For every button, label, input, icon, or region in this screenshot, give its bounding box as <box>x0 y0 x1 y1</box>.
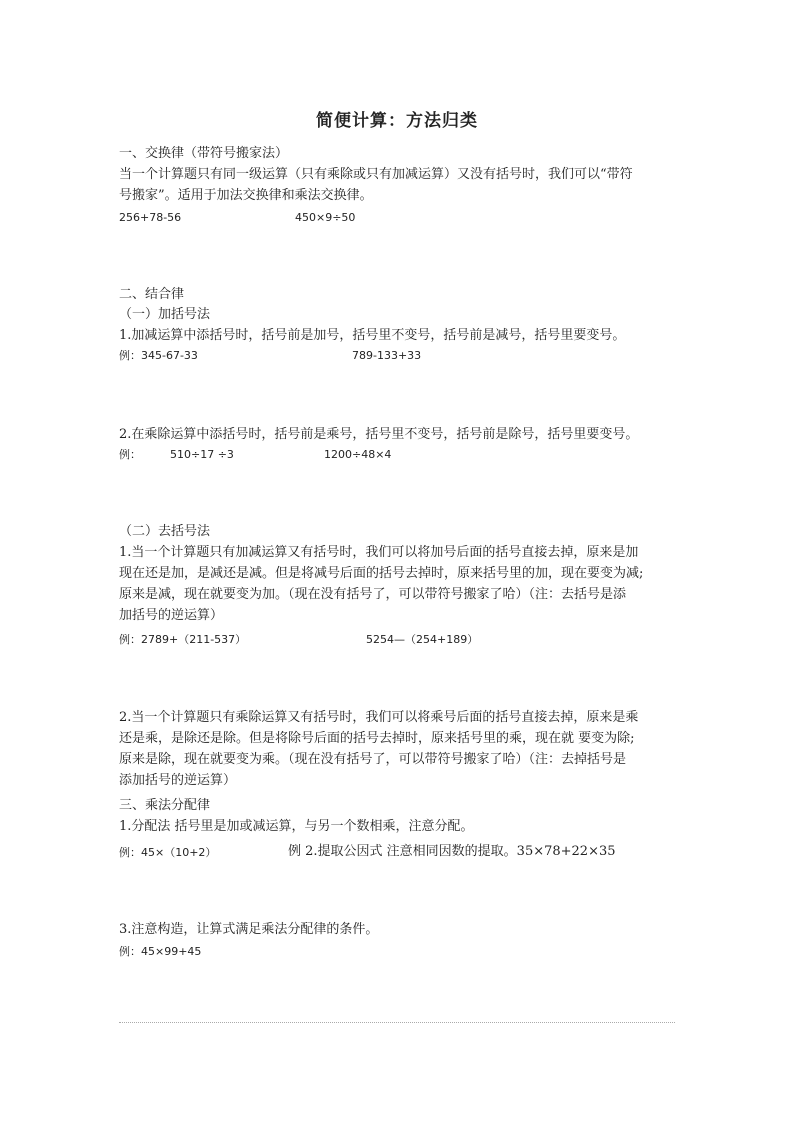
page-title: 简便计算：方法归类 <box>316 111 478 131</box>
paragraph-line: 加括号的逆运算） <box>119 608 224 623</box>
paragraph-line: 1.当一个计算题只有加减运算又有括号时，我们可以将加号后面的括号直接去掉，原来是加 <box>119 545 639 560</box>
example-expression: 例 2.提取公因式 注意相同因数的提取。35×78+22×35 <box>288 844 616 859</box>
example-expression: 例：45×99+45 <box>119 945 202 958</box>
example-expression: 256+78-56 <box>119 211 182 224</box>
paragraph-line: 现在还是加，是减还是减。但是将减号后面的括号去掉时，原来括号里的加，现在要变为减; <box>119 566 644 581</box>
paragraph-line: 原来是除，现在就要变为乘。（现在没有括号了，可以带符号搬家了哈）（注：去掉括号是 <box>119 752 627 767</box>
example-expression: 例：2789+（211-537） <box>119 633 247 646</box>
subsection-heading: （二）去括号法 <box>119 524 211 539</box>
paragraph-line: 3.注意构造，让算式满足乘法分配律的条件。 <box>119 922 379 937</box>
section-heading-associative: 二、结合律 <box>119 287 185 302</box>
paragraph-line: 原来是减，现在就要变为加。（现在没有括号了，可以带符号搬家了哈）（注：去括号是添 <box>119 587 627 602</box>
subsection-heading: （一）加括号法 <box>119 307 211 322</box>
paragraph-line: 1.分配法 括号里是加或减运算，与另一个数相乘，注意分配。 <box>119 819 474 834</box>
paragraph-line: 1.加减运算中添括号时，括号前是加号，括号里不变号，括号前是减号，括号里要变号。 <box>119 328 626 343</box>
example-expression: 1200÷48×4 <box>324 448 392 461</box>
section-heading-distributive: 三、乘法分配律 <box>119 798 211 813</box>
paragraph-line: 当一个计算题只有同一级运算（只有乘除或只有加减运算）又没有括号时，我们可以“带符 <box>119 167 633 182</box>
example-label: 例： <box>119 448 141 461</box>
example-expression: 510÷17 ÷3 <box>170 448 234 461</box>
section-heading-commutative: 一、交换律（带符号搬家法） <box>119 146 289 161</box>
paragraph-line: 添加括号的逆运算） <box>119 773 237 788</box>
paragraph-line: 号搬家”。适用于加法交换律和乘法交换律。 <box>119 188 373 203</box>
paragraph-line: 2.在乘除运算中添括号时，括号前是乘号，括号里不变号，括号前是除号，括号里要变号。 <box>119 427 639 442</box>
example-expression: 例：345-67-33 <box>119 349 198 362</box>
example-expression: 例：45×（10+2） <box>119 846 217 859</box>
footer-divider <box>119 1022 675 1023</box>
example-expression: 789-133+33 <box>352 349 422 362</box>
paragraph-line: 还是乘，是除还是除。但是将除号后面的括号去掉时，原来括号里的乘，现在就 要变为除; <box>119 731 635 746</box>
example-expression: 450×9÷50 <box>295 211 356 224</box>
example-expression: 5254—（254+189） <box>366 633 479 646</box>
paragraph-line: 2.当一个计算题只有乘除运算又有括号时，我们可以将乘号后面的括号直接去掉，原来是乘 <box>119 710 639 725</box>
